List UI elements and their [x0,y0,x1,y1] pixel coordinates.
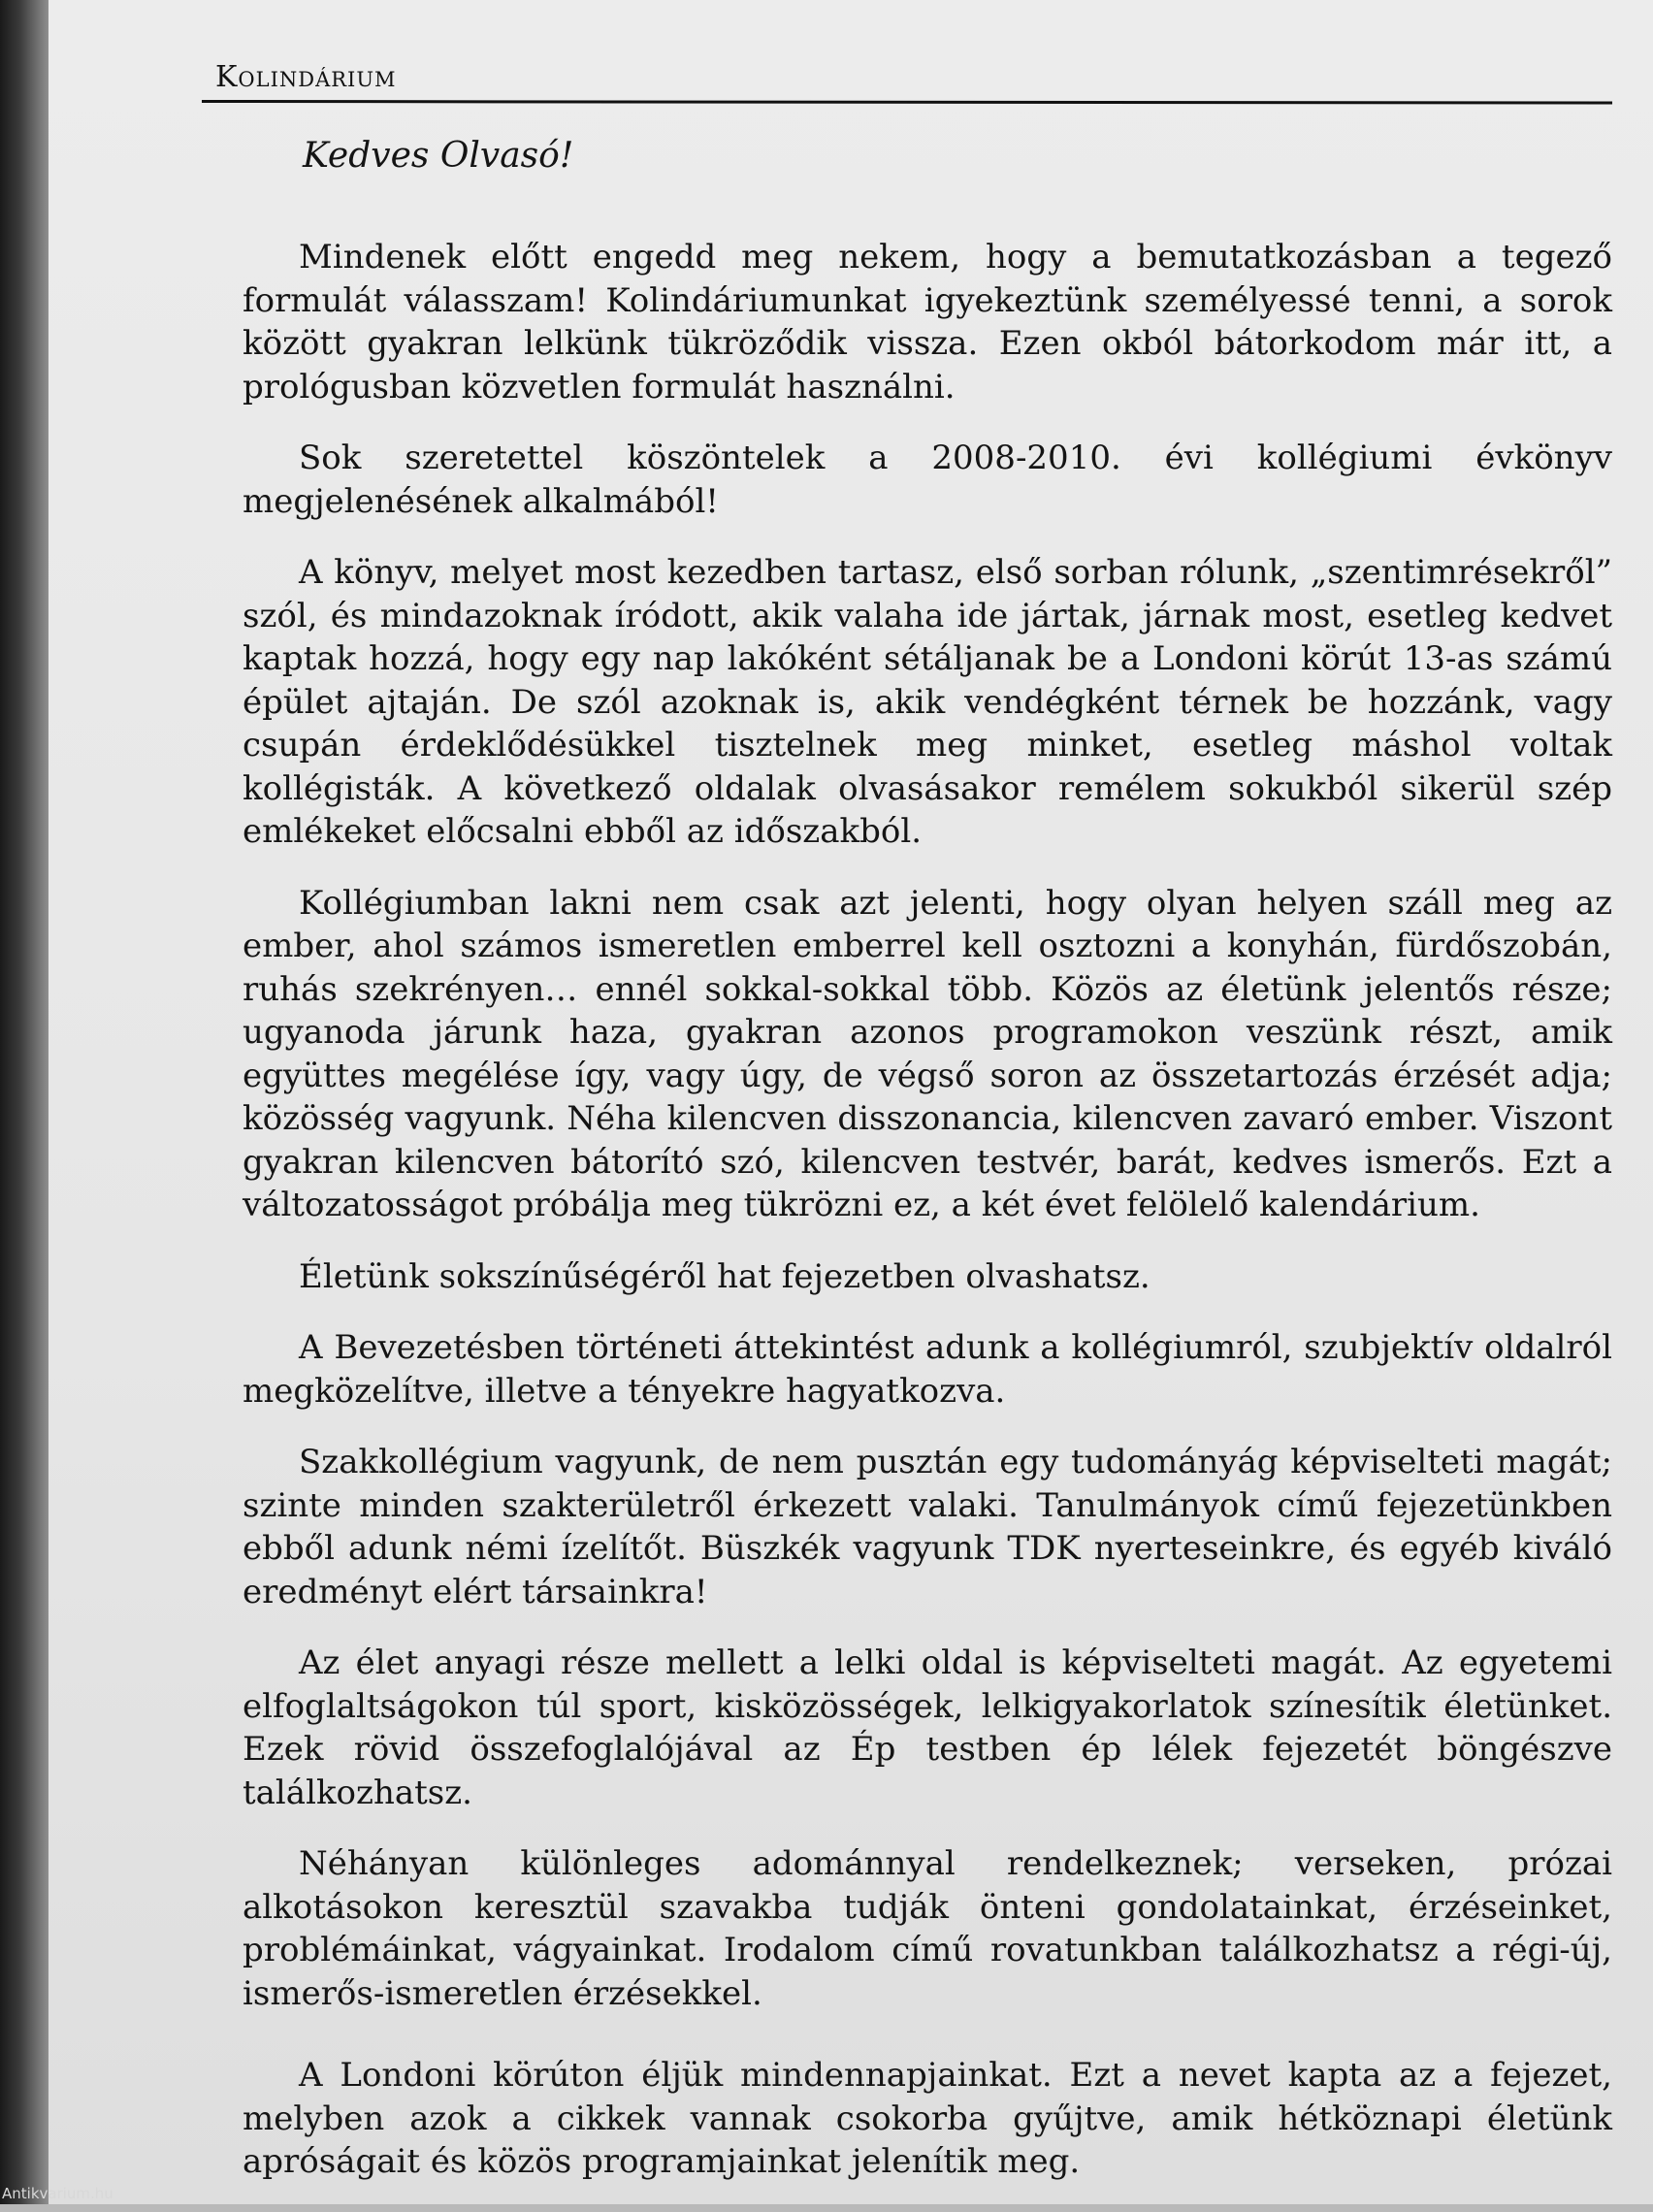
paragraph-7: Szakkollégium vagyunk, de nem pusztán egy tudományág képviselteti magát; szinte minden szakterületről érkezett valaki. Tanulmányok című fejezetünkben ebből adunk némi ízelítőt. Büszkék vagyunk TDK nyerteseinkre, és egyéb kiváló eredményt elért társainkra! [243,1443,1612,1611]
page-body [243,124,1612,2212]
paragraph-8: Az élet anyagi része mellett a lelki oldal is képviselteti magát. Az egyetemi elfoglaltságokon túl sport, kisközösségek, lelkigyakorlatok színesítik életünket. Ezek rövid összefoglalójával az Ép testben ép lélek fejezetét böngészve találkozhatsz. [243,1643,1612,1812]
paragraph-4: Kollégiumban lakni nem csak azt jelenti, hogy olyan helyen száll meg az ember, ahol számos ismeretlen emberrel kell osztozni a konyhán, fürdőszobán, ruhás szekrényen… ennél sokkal-sokkal több. Közös az életünk jelentős része; ugyanoda járunk haza, gyakran azonos programokon veszünk részt, amik együttes megélése így, vagy úgy, de végső soron az összetartozás érzését adja; közösség vagyunk. Néha kilencven disszonancia, kilencven zavaró ember. Viszont gyakran kilencven bátorító szó, kilencven testvér, barát, kedves ismerős. Ezt a változatosságot próbálja meg tükrözni ez, a két évet felölelő kalendárium. [243,883,1612,1224]
paragraph-2: Sok szeretettel köszöntelek a 2008-2010. évi kollégiumi évkönyv megjelenésének alkalmából! [243,439,1612,521]
watermark: Antikvarium.hu [2,2185,113,2202]
paragraph-10: A Londoni körúton éljük mindennapjainkat. Ezt a nevet kapta az a fejezet, melyben azok a cikkek vannak csokorba gyűjtve, amik hétköznapi életünk apróságait és közös programjainkat jelenítik meg. [243,2056,1612,2181]
running-header-title: Kolindárium [215,60,397,94]
paragraph-3: A könyv, melyet most kezedben tartasz, első sorban rólunk, „szentimrésekről” szól, és mindazoknak íródott, akik valaha ide jártak, járnak most, esetleg kedvet kaptak hozzá, hogy egy nap lakóként sétáljanak be a Londoni körút 13-as számú épület ajtaján. De szól azoknak is, akik vendégként térnek be hozzánk, vagy csupán érdeklődésükkel tisztelnek meg minket, esetleg máshol voltak kollégisták. A következő oldalak olvasásakor remélem sokukból sikerül szép emlékeket előcsalni ebből az időszakból. [243,553,1612,851]
paragraph-1: Mindenek előtt engedd meg nekem, hogy a bemutatkozásban a tegező formulát válasszam! Kolindáriumunkat igyekeztünk személyessé tenni, a sorok között gyakran lelkünk tükröződik vissza. Ezen okból bátorkodom már itt, a prológusban közvetlen formulát használni. [243,238,1612,407]
paragraph-9: Néhányan különleges adománnyal rendelkeznek; verseken, prózai alkotásokon keresztül szavakba tudják önteni gondolatainkat, érzéseinket, problémáinkat, vágyainkat. Irodalom című rovatunkban találkozhatsz a régi-új, ismerős-ismeretlen érzésekkel. [243,1844,1612,2013]
paragraph-6: A Bevezetésben történeti áttekintést adunk a kollégiumról, szubjektív oldalról megközelítve, illetve a tényekre hagyatkozva. [243,1328,1612,1411]
paragraph-5: Életünk sokszínűségéről hat fejezetben olvashatsz. [299,1256,1151,1296]
book-spine-shadow [0,0,49,2204]
greeting: Kedves Olvasó! [303,136,574,176]
